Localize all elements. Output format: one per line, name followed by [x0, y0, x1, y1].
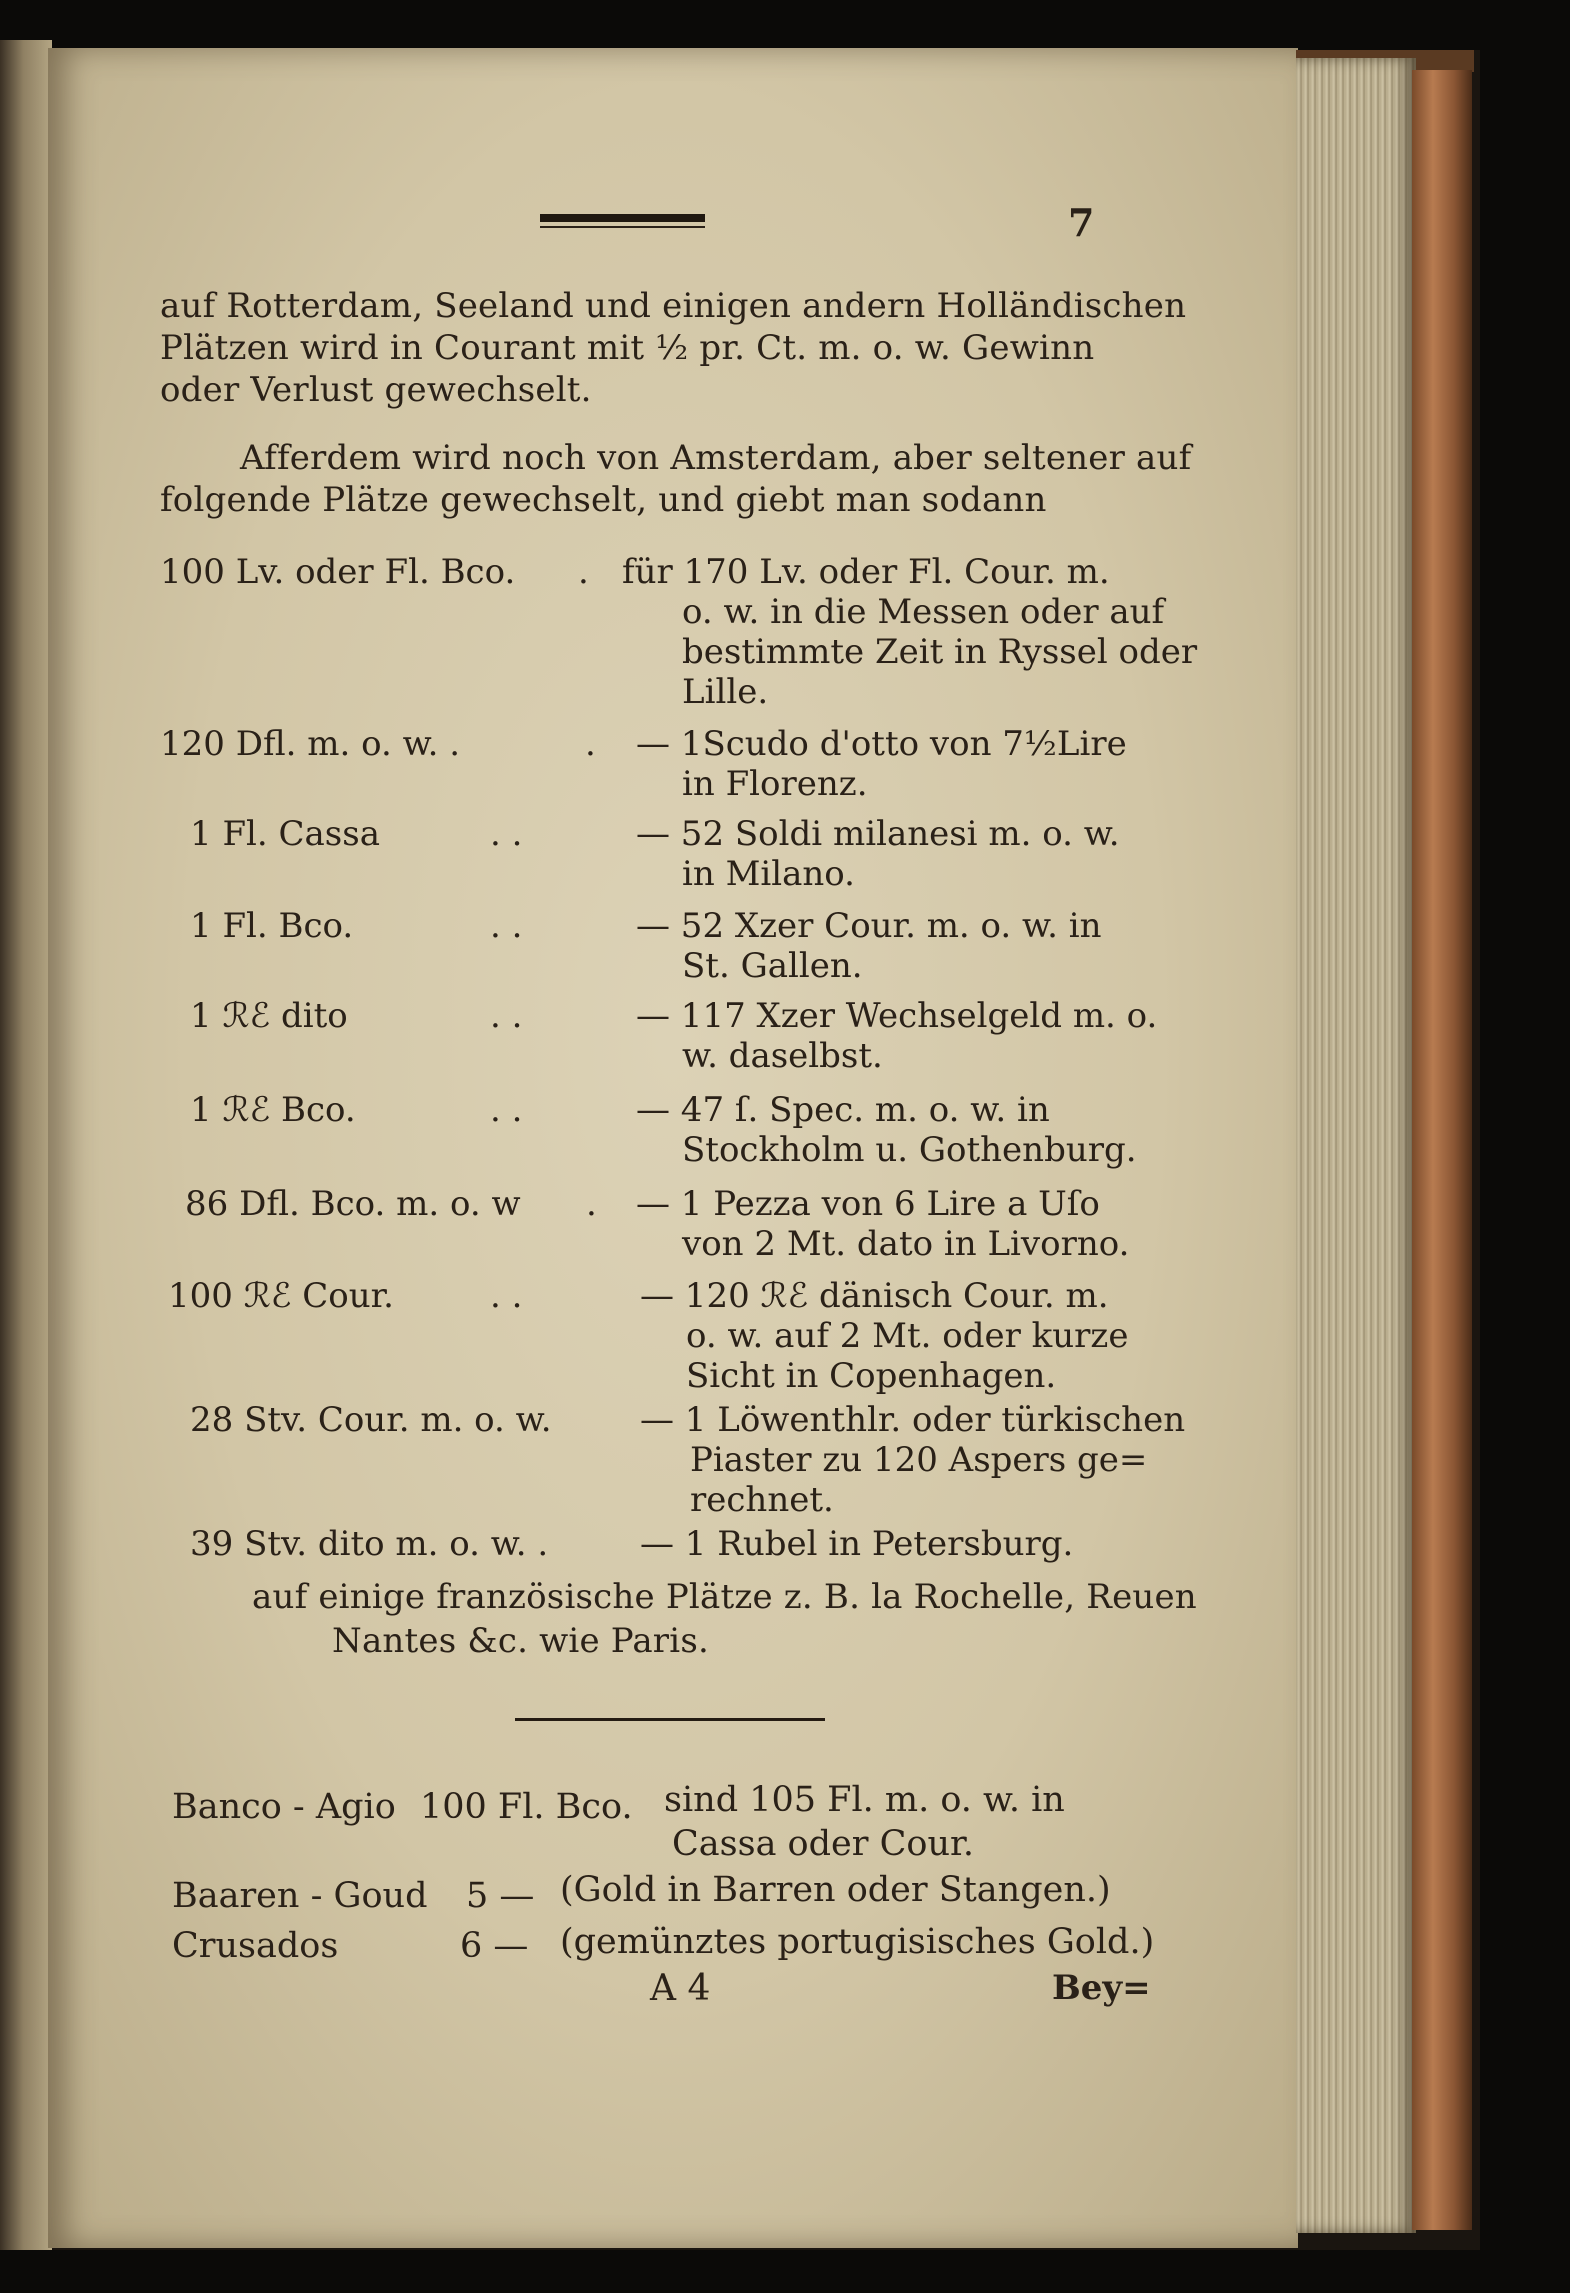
entry-amount: 1 Fl. Cassa [190, 814, 380, 854]
paragraph-rotterdam [160, 285, 1186, 411]
entry-rate-line: in Milano. [682, 854, 855, 894]
entry-dots: . [585, 724, 596, 764]
entry-amount: 86 Dfl. Bco. m. o. w [185, 1184, 521, 1224]
entry-rate-line: bestimmte Zeit in Ryssel oder [682, 632, 1198, 672]
entry-dots: . [586, 1184, 597, 1224]
entry-rate-line: — 1 Rubel in Petersburg. [640, 1524, 1074, 1564]
entry-rate-line: Stockholm u. Gothenburg. [682, 1130, 1137, 1170]
entry-dots: . [578, 552, 589, 592]
entry-dots: . . [490, 906, 523, 946]
text-line: auf Rotterdam, Seeland und einigen andern Holländischen [160, 286, 1187, 326]
entry-rate-line: — 120 ℛℰ dänisch Cour. m. [640, 1276, 1109, 1316]
catchword: Bey= [1052, 1968, 1151, 2008]
header-rule [540, 214, 705, 222]
entry-rate-line: Piaster zu 120 Aspers ge= [690, 1440, 1148, 1480]
entry-amount: 120 Dfl. m. o. w. . [160, 724, 461, 764]
entry-rate-line: von 2 Mt. dato in Livorno. [682, 1224, 1130, 1264]
text-line: auf einige französische Plätze z. B. la Rochelle, Reuen [252, 1577, 1197, 1617]
entry-rate-line: w. daselbst. [682, 1036, 883, 1076]
entry-rate-line: rechnet. [690, 1480, 834, 1520]
entry-amount: 28 Stv. Cour. m. o. w. [190, 1400, 552, 1440]
entry-rate-line: — 47 ſ. Spec. m. o. w. in [636, 1090, 1050, 1130]
entry-rate-line: in Florenz. [682, 764, 868, 804]
entry-rate-line: — 1Scudo d'otto von 7½Lire [636, 724, 1127, 764]
agio-text: (gemünztes portugisisches Gold.) [560, 1922, 1155, 1962]
paragraph-amsterdam [160, 437, 1191, 521]
agio-text: sind 105 Fl. m. o. w. in [664, 1780, 1065, 1820]
signature-mark: A 4 [650, 1968, 711, 2009]
entry-rate-line: für 170 Lv. oder Fl. Cour. m. [622, 552, 1110, 592]
entry-dots: . . [490, 1090, 523, 1130]
entry-dots: . . [490, 814, 523, 854]
agio-label: Baaren - Goud [172, 1876, 428, 1916]
entry-dots: . . [490, 1276, 523, 1316]
entry-rate-line: — 52 Soldi milanesi m. o. w. [636, 814, 1120, 854]
left-page-edge [0, 40, 52, 2250]
agio-amount: 6 — [460, 1926, 529, 1966]
entry-rate-line: Sicht in Copenhagen. [686, 1356, 1057, 1396]
book-cover-spine [1412, 70, 1472, 2230]
entry-amount: 39 Stv. dito m. o. w. . [190, 1524, 549, 1564]
text-line: oder Verlust gewechselt. [160, 370, 592, 410]
entry-rate-line: — 1 Löwenthlr. oder türkischen [640, 1400, 1186, 1440]
agio-text: (Gold in Barren oder Stangen.) [560, 1870, 1111, 1910]
agio-label: Crusados [172, 1926, 339, 1966]
page-number: 7 [1068, 200, 1095, 245]
text-line: Afferdem wird noch von Amsterdam, aber seltener auf [240, 438, 1192, 478]
section-rule [515, 1718, 825, 1721]
agio-label: Banco - Agio [172, 1787, 396, 1827]
agio-amount: 100 Fl. Bco. [420, 1787, 633, 1827]
entry-rate-line: — 52 Xzer Cour. m. o. w. in [636, 906, 1102, 946]
closing-paragraph [252, 1575, 1197, 1663]
text-line: Nantes &c. wie Paris. [332, 1621, 709, 1661]
agio-amount: 5 — [466, 1876, 535, 1916]
entry-dots: . . [490, 996, 523, 1036]
entry-rate-line: — 1 Pezza von 6 Lire a Uſo [636, 1184, 1100, 1224]
text-line: folgende Plätze gewechselt, und giebt man sodann [160, 480, 1047, 520]
entry-rate-line: Lille. [682, 672, 769, 712]
entry-rate-line: o. w. in die Messen oder auf [682, 592, 1165, 632]
entry-rate-line: o. w. auf 2 Mt. oder kurze [686, 1316, 1129, 1356]
entry-amount: 100 Lv. oder Fl. Bco. [160, 552, 516, 592]
agio-text: Cassa oder Cour. [672, 1824, 975, 1864]
entry-rate-line: — 117 Xzer Wechselgeld m. o. [636, 996, 1158, 1036]
entry-rate-line: St. Gallen. [682, 946, 863, 986]
entry-amount: 1 ℛℰ Bco. [190, 1090, 356, 1130]
page-edges [1296, 58, 1416, 2233]
entry-amount: 100 ℛℰ Cour. [168, 1276, 394, 1316]
entry-amount: 1 Fl. Bco. [190, 906, 354, 946]
text-line: Plätzen wird in Courant mit ½ pr. Ct. m. o. w. Gewinn [160, 328, 1095, 368]
entry-amount: 1 ℛℰ dito [190, 996, 348, 1036]
